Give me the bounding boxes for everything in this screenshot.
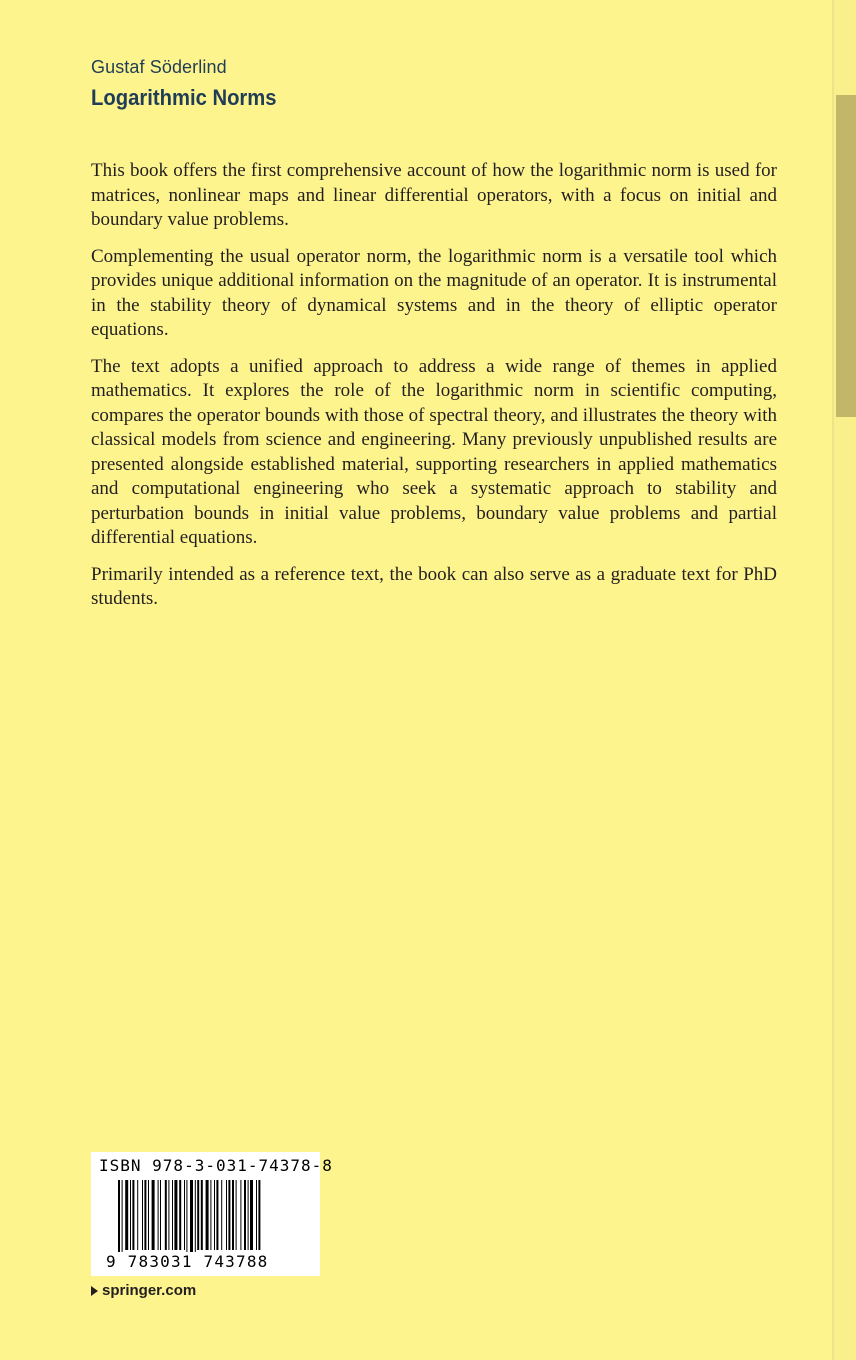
barcode-bar (232, 1180, 234, 1250)
author-name: Gustaf Söderlind (91, 57, 227, 77)
barcode-bar (226, 1180, 227, 1250)
barcode-bar (132, 1180, 134, 1250)
barcode-bar (221, 1180, 222, 1250)
barcode-bar (214, 1180, 215, 1250)
barcode-bar (206, 1180, 209, 1250)
blurb-text (91, 159, 777, 624)
barcode-bar (179, 1180, 181, 1250)
barcode-bar (250, 1180, 253, 1250)
barcode-bar (216, 1180, 218, 1250)
barcode-bar (190, 1180, 193, 1260)
barcode-bar (144, 1180, 146, 1250)
barcode-bar (137, 1180, 138, 1250)
barcode-bar (118, 1180, 120, 1260)
barcode-bar (168, 1180, 169, 1250)
barcode-bar (125, 1180, 128, 1250)
barcode-bar (130, 1180, 131, 1250)
barcode-bar (152, 1180, 155, 1250)
barcode-bar (248, 1180, 249, 1250)
barcode-bar (174, 1180, 177, 1250)
right-triangle-icon (91, 1286, 98, 1296)
barcode-bar (240, 1180, 241, 1250)
barcode-bar (201, 1180, 203, 1250)
barcode-bar (172, 1180, 173, 1250)
barcode-bar (122, 1180, 123, 1260)
isbn-barcode (91, 1152, 333, 1276)
barcode-bar (195, 1180, 196, 1260)
barcode-bar (186, 1180, 187, 1260)
barcode-bar (244, 1180, 246, 1250)
barcode-bar (258, 1180, 260, 1250)
spine-color-band (836, 95, 856, 417)
barcode-digits: 9 783031 743788 (106, 1252, 269, 1271)
publisher-url: springer.com (102, 1282, 197, 1299)
blurb-paragraph-1: This book offers the first comprehensive account of how the logarithmic norm is used for matrices, nonlinear maps and linear differential operators, with a focus on initial and boundary value problems. (91, 160, 777, 230)
blurb-paragraph-4: Primarily intended as a reference text, the book can also serve as a graduate text for PhD students. (91, 563, 777, 609)
blurb-paragraph-2: Complementing the usual operator norm, the logarithmic norm is a versatile tool which provides unique additional information on the magnitude of an operator. It is instrumental in the stability theory of dynamical systems and in the theory of elliptic operator equations. (91, 245, 777, 340)
barcode-bar (210, 1180, 211, 1250)
book-title: Logarithmic Norms (91, 85, 277, 110)
barcode-bar (160, 1180, 161, 1250)
barcode-bar (256, 1180, 257, 1250)
barcode-bar (184, 1180, 185, 1250)
blurb-paragraph-3: The text adopts a unified approach to address a wide range of themes in applied mathematics. It explores the role of the logarithmic norm in scientific computing, compares the operator bounds with those of spectral theory, and illustrates the theory with classical models from science and engineering. Many previously unpublished results are presented alongside established material, supporting researchers in applied mathematics and computational engineering who seek a systematic approach to stability and perturbation bounds in initial value problems, boundary value problems and partial differential equations. (91, 355, 777, 548)
publisher-link[interactable] (91, 1282, 196, 1299)
barcode-bar (236, 1180, 237, 1250)
barcode-bar (158, 1180, 159, 1250)
barcode-bar (165, 1180, 167, 1250)
barcode-bar (142, 1180, 143, 1250)
barcode-bar (197, 1180, 199, 1250)
isbn-label: ISBN 978-3-031-74378-8 (99, 1156, 333, 1175)
barcode-bar (228, 1180, 230, 1250)
barcode-bar (148, 1180, 149, 1250)
